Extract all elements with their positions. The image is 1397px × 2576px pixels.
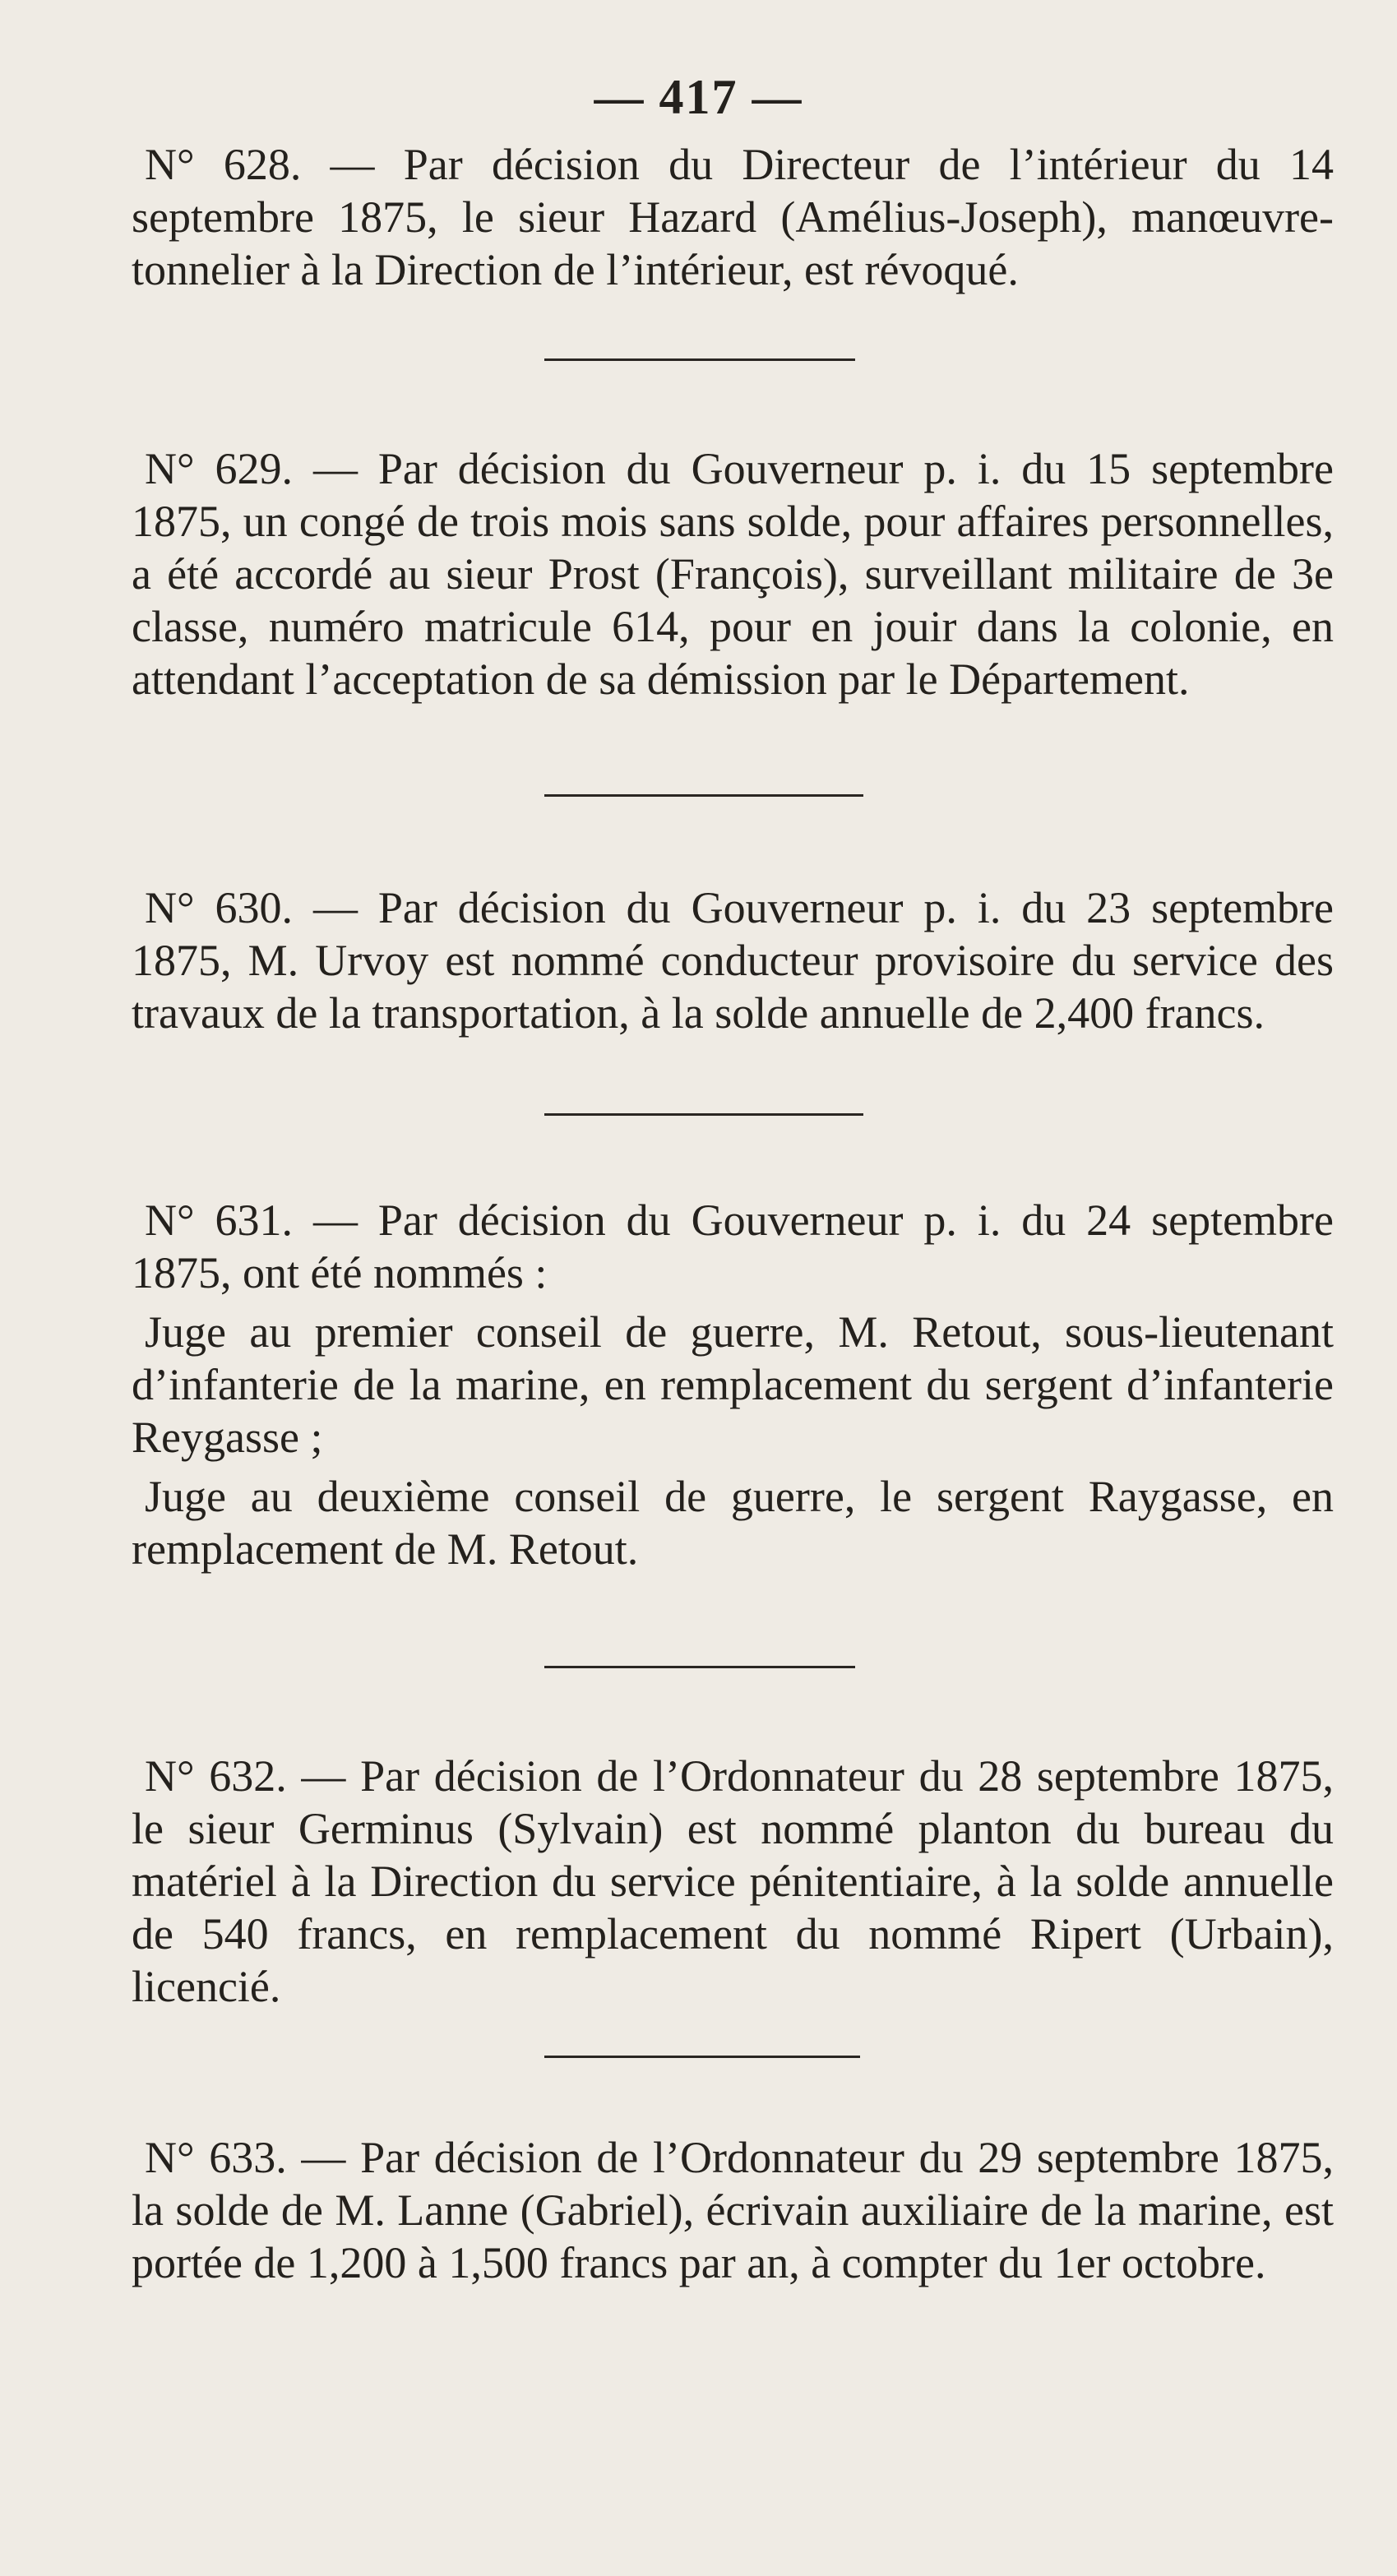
separator-rule <box>544 1666 855 1668</box>
page-number: — 417 — <box>594 70 803 124</box>
entry-631 <box>132 1194 1334 1575</box>
entry-630 <box>132 881 1334 1039</box>
entry-633 <box>132 2131 1334 2289</box>
entry-629 <box>132 442 1334 705</box>
entry-paragraph: N° 630. — Par décision du Gouverneur p. i. du 23 septembre 1875, M. Urvoy est nommé conducteur provisoire du service des travaux de la transportation, à la solde annuelle de 2,400 francs. <box>132 883 1334 1038</box>
entry-632 <box>132 1750 1334 2013</box>
entry-paragraph: N° 633. — Par décision de l’Ordonnateur du 29 septembre 1875, la solde de M. Lanne (Gabriel), écrivain auxiliaire de la marine, est portée de 1,200 à 1,500 francs par an, à compter du 1er octobre. <box>132 2133 1334 2287</box>
separator-rule <box>544 794 863 797</box>
entry-paragraph: Juge au deuxième conseil de guerre, le sergent Raygasse, en remplacement de M. Retout. <box>132 1472 1334 1574</box>
separator-rule <box>544 1113 863 1116</box>
entry-paragraph: N° 632. — Par décision de l’Ordonnateur du 28 septembre 1875, le sieur Germinus (Sylvain) est nommé planton du bureau du matériel à la Direction du service pénitentiaire, à la solde annuelle de 540 francs, en remplacement du nommé Ripert (Urbain), licencié. <box>132 1751 1334 2011</box>
entry-paragraph: N° 628. — Par décision du Directeur de l’intérieur du 14 septembre 1875, le sieur Hazard (Amélius-Joseph), manœuvre-tonnelier à la Direction de l’intérieur, est révoqué. <box>132 140 1334 294</box>
entry-paragraph: N° 629. — Par décision du Gouverneur p. i. du 15 septembre 1875, un congé de trois mois sans solde, pour affaires personnelles, a été accordé au sieur Prost (François), surveillant militaire de 3e classe, numéro matricule 614, pour en jouir dans la colonie, en attendant l’acceptation de sa démission par le Département. <box>132 444 1334 704</box>
separator-rule <box>544 358 855 361</box>
entry-paragraph: N° 631. — Par décision du Gouverneur p. i. du 24 septembre 1875, ont été nommés : <box>132 1196 1334 1297</box>
separator-rule <box>544 2056 860 2058</box>
entry-628 <box>132 138 1334 296</box>
entry-paragraph: Juge au premier conseil de guerre, M. Retout, sous-lieutenant d’infanterie de la marine, en remplacement du sergent d’infanterie Reygasse ; <box>132 1307 1334 1462</box>
